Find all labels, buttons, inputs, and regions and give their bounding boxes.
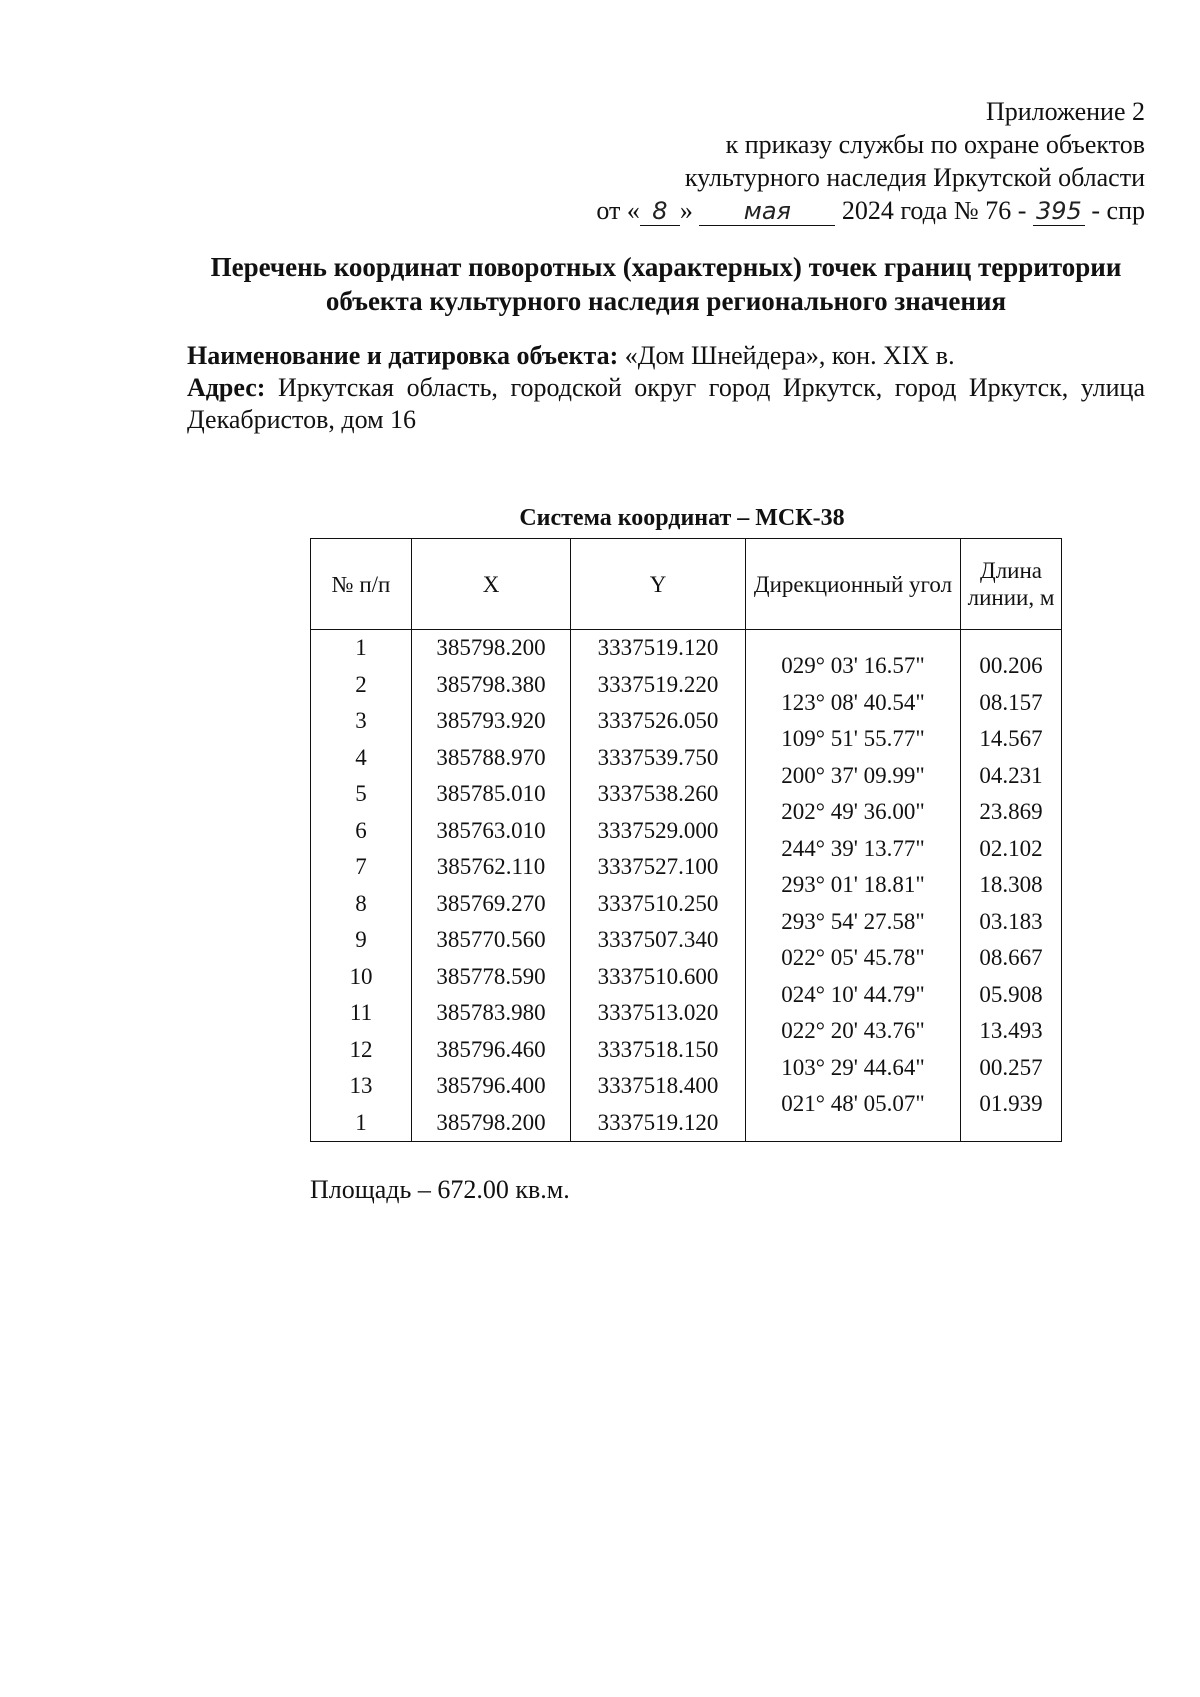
x-coordinate-cell: 385798.200: [436, 635, 546, 660]
point-number-cell: 9: [355, 927, 367, 952]
point-number-cell: 5: [355, 781, 367, 806]
point-number-cell: 11: [349, 1000, 373, 1025]
direction-angle-cell: 024° 10' 44.79": [781, 981, 925, 1007]
year-text: 2024 года № 76 -: [841, 196, 1027, 225]
direction-angle-cell: 202° 49' 36.00": [781, 799, 925, 825]
point-number-cell: 1: [355, 635, 367, 660]
title-line-1: Перечень координат поворотных (характерных) точек границ территории: [210, 252, 1122, 282]
y-coordinate-cell: 3337519.120: [597, 635, 719, 660]
header-num: № п/п: [311, 539, 412, 630]
line-length-cell: 04.231: [979, 762, 1043, 788]
x-coordinate-cell: 385798.380: [436, 671, 546, 697]
document-title: [187, 250, 1145, 318]
point-number-cell: 13: [349, 1073, 373, 1098]
handwritten-month: мая: [699, 197, 835, 226]
object-address-line: [187, 372, 1145, 436]
direction-angle-cell: 200° 37' 09.99": [781, 762, 925, 788]
object-name-label: Наименование и датировка объекта:: [187, 341, 619, 370]
x-coordinate-cell: 385769.270: [436, 890, 546, 916]
line-length-cell: 23.869: [979, 799, 1043, 825]
y-coordinate-cell: 3337507.340: [597, 927, 719, 952]
order-suffix: - спр: [1091, 196, 1145, 225]
y-coordinate-cell: 3337539.750: [597, 744, 719, 770]
y-coordinate-cell: 3337538.260: [597, 781, 719, 806]
line-length-column: [961, 630, 1062, 1142]
y-coordinate-cell: 3337519.120: [597, 1109, 719, 1135]
direction-angle-cell: 293° 54' 27.58": [781, 908, 925, 934]
object-name-line: [187, 340, 1145, 372]
x-coordinate-cell: 385796.460: [436, 1036, 546, 1062]
table-header-row: [311, 539, 1062, 630]
object-info: [187, 340, 1145, 436]
point-number-cell: 1: [355, 1109, 367, 1135]
line-length-cell: 00.257: [979, 1054, 1043, 1080]
annex-line-1: Приложение 2: [985, 97, 1145, 126]
direction-angle-cell: 029° 03' 16.57": [781, 653, 925, 679]
direction-angle-cell: 109° 51' 55.77": [781, 726, 925, 752]
direction-angle-cell: 021° 48' 05.07": [781, 1091, 925, 1117]
line-length-cell: 08.157: [979, 689, 1043, 715]
point-number-cell: 10: [349, 963, 373, 989]
x-coordinate-column: [412, 630, 571, 1142]
line-length-cell: 14.567: [979, 726, 1043, 752]
direction-angle-cell: 293° 01' 18.81": [781, 872, 925, 898]
header-length: Длина линии, м: [961, 539, 1062, 630]
y-coordinate-cell: 3337519.220: [597, 671, 719, 697]
line-length-cell: 08.667: [979, 945, 1043, 971]
direction-angle-cell: 022° 20' 43.76": [781, 1018, 925, 1044]
y-coordinate-cell: 3337526.050: [597, 708, 719, 733]
area-text: Площадь – 672.00 кв.м.: [310, 1175, 570, 1204]
direction-angle-cell: 123° 08' 40.54": [781, 689, 925, 715]
point-number-column: [311, 630, 412, 1142]
y-coordinate-cell: 3337518.400: [597, 1073, 719, 1098]
point-number-cell: 3: [355, 708, 367, 733]
header-x: X: [412, 539, 571, 630]
x-coordinate-cell: 385785.010: [436, 781, 546, 806]
table-body-row: [311, 630, 1062, 1142]
annex-line-2: к приказу службы по охране объектов: [725, 130, 1145, 159]
line-length-cell: 05.908: [979, 981, 1043, 1007]
point-number-cell: 6: [355, 817, 367, 843]
x-coordinate-cell: 385793.920: [436, 708, 546, 733]
object-address-value: Иркутская область, городской округ город Иркутск, город Иркутск, улица Декабристов, дом 16: [187, 373, 1146, 434]
y-coordinate-cell: 3337527.100: [597, 854, 719, 879]
annex-line-3: культурного наследия Иркутской области: [684, 163, 1145, 192]
direction-angle-cell: 244° 39' 13.77": [781, 835, 925, 861]
x-coordinate-cell: 385796.400: [436, 1073, 546, 1098]
direction-angle-column: [746, 630, 961, 1142]
y-coordinate-cell: 3337510.250: [597, 890, 719, 916]
x-coordinate-cell: 385770.560: [436, 927, 546, 952]
object-address-label: Адрес:: [187, 373, 266, 402]
line-length-cell: 02.102: [979, 835, 1043, 861]
line-length-cell: 18.308: [979, 872, 1043, 898]
line-length-cell: 13.493: [979, 1018, 1043, 1044]
direction-angle-cell: 022° 05' 45.78": [781, 945, 925, 971]
coordinates-table: [310, 538, 1062, 1142]
line-length-cell: 00.206: [979, 653, 1043, 679]
date-prefix: от «: [596, 196, 640, 225]
x-coordinate-cell: 385778.590: [436, 963, 546, 989]
x-coordinate-cell: 385783.980: [436, 1000, 546, 1025]
line-length-cell: 03.183: [979, 908, 1043, 934]
header-angle: Дирекционный угол: [746, 539, 961, 630]
y-coordinate-cell: 3337529.000: [597, 817, 719, 843]
object-name-value: «Дом Шнейдера», кон. XIX в.: [624, 341, 955, 370]
x-coordinate-cell: 385788.970: [436, 744, 546, 770]
x-coordinate-cell: 385763.010: [436, 817, 546, 843]
point-number-cell: 2: [355, 671, 367, 697]
y-coordinate-cell: 3337518.150: [597, 1036, 719, 1062]
y-coordinate-cell: 3337513.020: [597, 1000, 719, 1025]
point-number-cell: 8: [355, 890, 367, 916]
y-coordinate-column: [571, 630, 746, 1142]
point-number-cell: 7: [355, 854, 367, 879]
handwritten-day: 8: [640, 197, 680, 226]
table-caption: Система координат – МСК-38: [519, 505, 845, 531]
handwritten-order-number: 395: [1033, 197, 1085, 226]
x-coordinate-cell: 385798.200: [436, 1109, 546, 1135]
x-coordinate-cell: 385762.110: [436, 854, 546, 879]
annex-date-line: [596, 194, 1145, 227]
title-line-2: объекта культурного наследия регионального значения: [325, 286, 1007, 316]
direction-angle-cell: 103° 29' 44.64": [781, 1054, 925, 1080]
y-coordinate-cell: 3337510.600: [597, 963, 719, 989]
point-number-cell: 4: [355, 744, 367, 770]
date-mid: »: [679, 196, 693, 225]
point-number-cell: 12: [349, 1036, 373, 1062]
annex-header: [596, 95, 1145, 227]
line-length-cell: 01.939: [979, 1091, 1043, 1117]
header-y: Y: [571, 539, 746, 630]
